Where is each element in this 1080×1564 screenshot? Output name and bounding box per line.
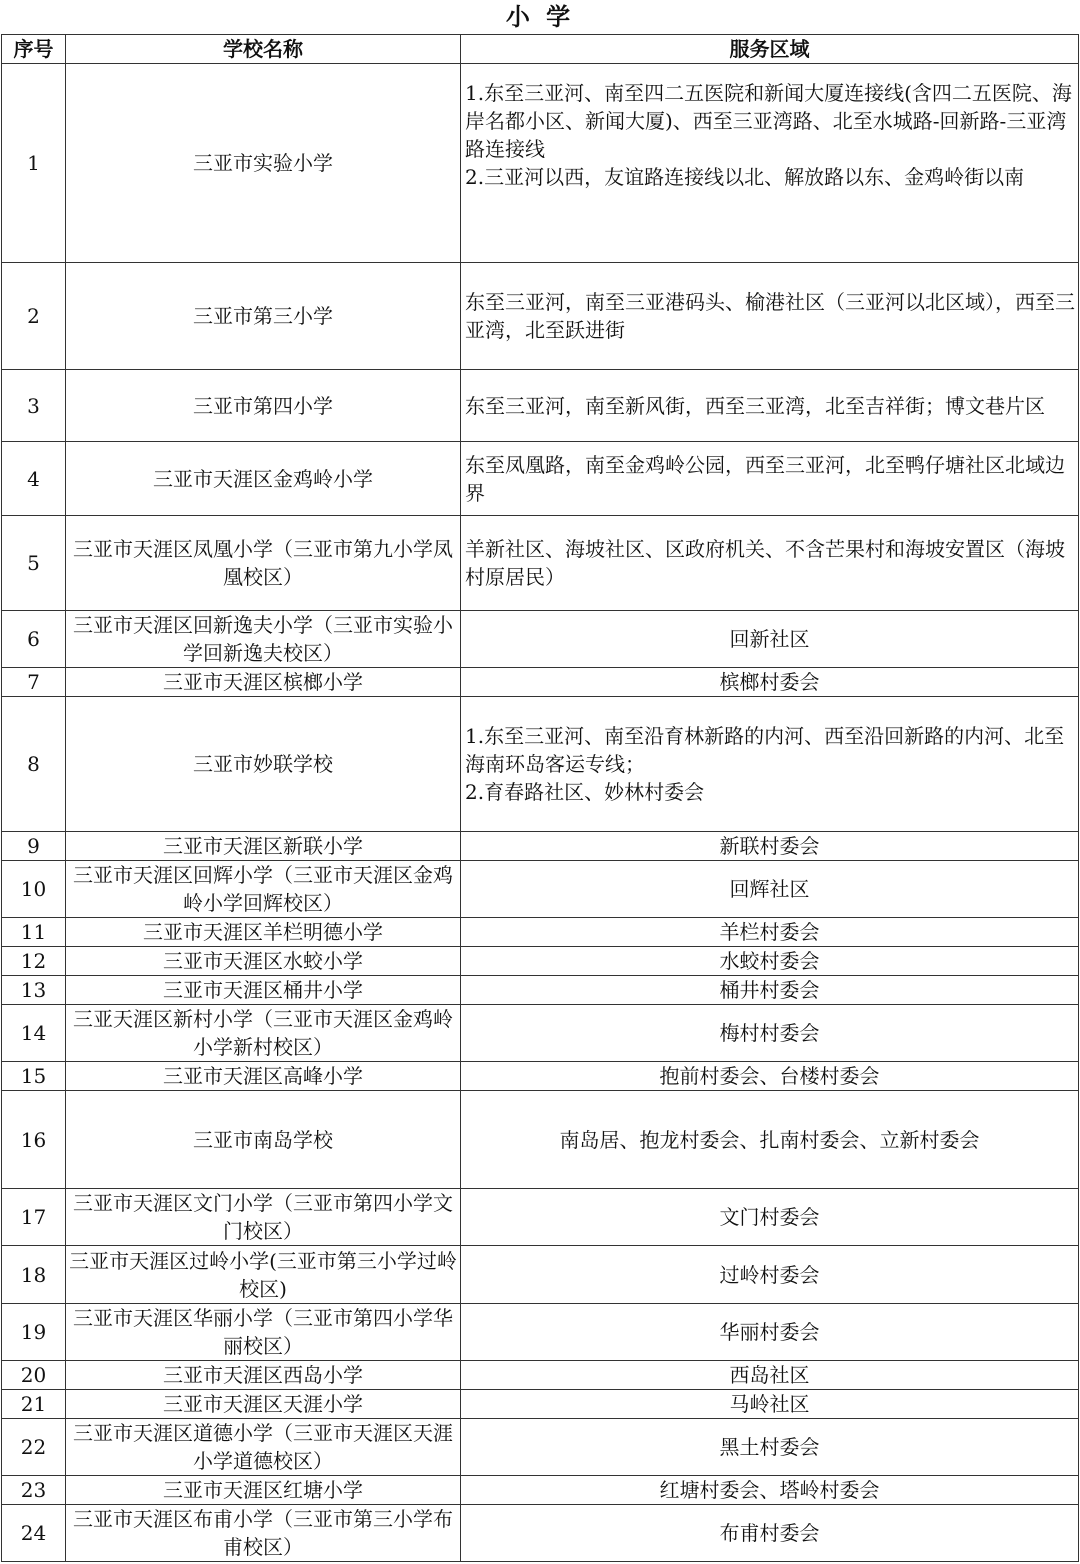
school-name: 三亚市天涯区羊栏明德小学 — [66, 918, 461, 947]
service-area-line: 回辉社区 — [729, 877, 810, 901]
service-area-line: 过岭村委会 — [719, 1262, 820, 1287]
header-num: 序号 — [2, 35, 66, 64]
service-area-line: 布甫村委会 — [719, 1521, 820, 1545]
service-area — [461, 442, 1079, 516]
row-number: 3 — [2, 370, 66, 442]
school-name: 三亚市天涯区桶井小学 — [66, 976, 461, 1005]
service-area — [461, 832, 1079, 861]
table-row — [2, 1091, 1079, 1189]
table-row — [2, 1361, 1079, 1390]
table-row — [2, 1062, 1079, 1091]
school-name: 三亚天涯区新村小学（三亚市天涯区金鸡岭小学新村校区） — [66, 1005, 461, 1062]
school-name: 三亚市第三小学 — [66, 263, 461, 370]
school-name: 三亚市天涯区回新逸夫小学（三亚市实验小学回新逸夫校区） — [66, 611, 461, 668]
school-name: 三亚市天涯区金鸡岭小学 — [66, 442, 461, 516]
service-area — [461, 1419, 1079, 1476]
row-number: 1 — [2, 64, 66, 263]
service-area — [461, 1361, 1079, 1390]
service-area — [461, 1062, 1079, 1091]
service-area-line: 文门村委会 — [719, 1205, 820, 1229]
table-row — [2, 611, 1079, 668]
service-area-line: 水蛟村委会 — [719, 949, 820, 973]
school-name: 三亚市天涯区槟榔小学 — [66, 668, 461, 697]
table-row — [2, 861, 1079, 918]
service-area — [461, 918, 1079, 947]
table-row — [2, 1189, 1079, 1246]
row-number: 8 — [2, 697, 66, 832]
service-area — [461, 1390, 1079, 1419]
service-area — [461, 1476, 1079, 1505]
table-row — [2, 1005, 1079, 1062]
service-area-line: 东至三亚河，南至新风街，西至三亚湾，北至吉祥街；博文巷片区 — [465, 393, 1045, 418]
row-number: 11 — [2, 918, 66, 947]
table-row — [2, 947, 1079, 976]
table-row — [2, 1246, 1079, 1304]
school-name: 三亚市南岛学校 — [66, 1091, 461, 1189]
row-number: 15 — [2, 1062, 66, 1091]
table-row — [2, 1304, 1079, 1361]
service-area-line: 2.三亚河以西，友谊路连接线以北、解放路以东、金鸡岭街以南 — [465, 165, 1025, 189]
row-number: 17 — [2, 1189, 66, 1246]
row-number: 24 — [2, 1505, 66, 1562]
header-area: 服务区域 — [461, 35, 1079, 64]
table-header-row — [2, 35, 1079, 64]
service-area-line: 槟榔村委会 — [719, 670, 820, 694]
row-number: 2 — [2, 263, 66, 370]
school-name: 三亚市天涯区华丽小学（三亚市第四小学华丽校区） — [66, 1304, 461, 1361]
service-area — [461, 1304, 1079, 1361]
service-area — [461, 668, 1079, 697]
service-area-line: 东至三亚河，南至三亚港码头、榆港社区（三亚河以北区域），西至三亚湾，北至跃进街 — [465, 290, 1075, 342]
service-area-line: 回新社区 — [729, 627, 810, 651]
service-area-line: 红塘村委会、塔岭村委会 — [659, 1478, 880, 1502]
service-area-line: 华丽村委会 — [719, 1320, 820, 1344]
school-name: 三亚市天涯区新联小学 — [66, 832, 461, 861]
school-name: 三亚市第四小学 — [66, 370, 461, 442]
school-name: 三亚市天涯区高峰小学 — [66, 1062, 461, 1091]
row-number: 5 — [2, 516, 66, 611]
service-area-line: 羊栏村委会 — [719, 920, 820, 944]
service-area-line: 新联村委会 — [719, 834, 820, 858]
service-area — [461, 697, 1079, 832]
row-number: 7 — [2, 668, 66, 697]
service-area-line: 抱前村委会、台楼村委会 — [659, 1064, 880, 1088]
service-area — [461, 1246, 1079, 1304]
table-row — [2, 918, 1079, 947]
row-number: 16 — [2, 1091, 66, 1189]
service-area-line: 黑土村委会 — [719, 1435, 820, 1459]
service-area — [461, 976, 1079, 1005]
row-number: 21 — [2, 1390, 66, 1419]
service-area-line: 马岭社区 — [729, 1392, 810, 1416]
service-area-line: 1.东至三亚河、南至四二五医院和新闻大厦连接线(含四二五医院、海岸名都小区、新闻大厦)、西至三亚湾路、北至水城路-回新路-三亚湾路连接线 — [465, 81, 1072, 161]
service-area-line: 羊新社区、海坡社区、区政府机关、不含芒果村和海坡安置区（海坡村原居民） — [465, 537, 1065, 589]
row-number: 20 — [2, 1361, 66, 1390]
row-number: 14 — [2, 1005, 66, 1062]
school-name: 三亚市天涯区水蛟小学 — [66, 947, 461, 976]
page-title: 小 学 — [505, 3, 575, 31]
school-name: 三亚市实验小学 — [66, 64, 461, 263]
service-area-line: 西岛社区 — [729, 1363, 810, 1387]
table-row — [2, 263, 1079, 370]
school-name: 三亚市天涯区红塘小学 — [66, 1476, 461, 1505]
header-school: 学校名称 — [66, 35, 461, 64]
service-area-line: 东至凤凰路，南至金鸡岭公园，西至三亚河，北至鸭仔塘社区北域边界 — [465, 452, 1065, 505]
service-area-line: 梅村村委会 — [719, 1021, 820, 1045]
service-area — [461, 947, 1079, 976]
service-area — [461, 1505, 1079, 1562]
service-area — [461, 1091, 1079, 1189]
school-name: 三亚市天涯区道德小学（三亚市天涯区天涯小学道德校区） — [66, 1419, 461, 1476]
row-number: 4 — [2, 442, 66, 516]
row-number: 19 — [2, 1304, 66, 1361]
table-row — [2, 668, 1079, 697]
table-row — [2, 442, 1079, 516]
table-row — [2, 516, 1079, 611]
school-name: 三亚市天涯区文门小学（三亚市第四小学文门校区） — [66, 1189, 461, 1246]
table-row — [2, 1476, 1079, 1505]
table-row — [2, 370, 1079, 442]
row-number: 23 — [2, 1476, 66, 1505]
row-number: 12 — [2, 947, 66, 976]
row-number: 6 — [2, 611, 66, 668]
service-area — [461, 1005, 1079, 1062]
row-number: 18 — [2, 1246, 66, 1304]
service-area-line: 2.育春路社区、妙林村委会 — [465, 780, 705, 804]
service-area-line: 桶井村委会 — [719, 978, 820, 1002]
table-body — [2, 64, 1079, 1562]
service-area — [461, 861, 1079, 918]
service-area-line: 1.东至三亚河、南至沿育林新路的内河、西至沿回新路的内河、北至海南环岛客运专线； — [465, 724, 1065, 776]
service-area — [461, 611, 1079, 668]
table-row — [2, 1505, 1079, 1562]
school-name: 三亚市天涯区凤凰小学（三亚市第九小学凤凰校区） — [66, 516, 461, 611]
table-row — [2, 697, 1079, 832]
school-name: 三亚市天涯区天涯小学 — [66, 1390, 461, 1419]
table-row — [2, 832, 1079, 861]
table-row — [2, 1419, 1079, 1476]
school-name: 三亚市天涯区西岛小学 — [66, 1361, 461, 1390]
service-area — [461, 370, 1079, 442]
row-number: 9 — [2, 832, 66, 861]
table-row — [2, 64, 1079, 263]
service-area — [461, 516, 1079, 611]
service-area — [461, 263, 1079, 370]
row-number: 13 — [2, 976, 66, 1005]
school-name: 三亚市天涯区回辉小学（三亚市天涯区金鸡岭小学回辉校区） — [66, 861, 461, 918]
table-row — [2, 1390, 1079, 1419]
service-area — [461, 64, 1079, 263]
table-row — [2, 976, 1079, 1005]
school-name: 三亚市天涯区过岭小学(三亚市第三小学过岭校区) — [66, 1246, 461, 1304]
row-number: 10 — [2, 861, 66, 918]
service-area — [461, 1189, 1079, 1246]
school-name: 三亚市妙联学校 — [66, 697, 461, 832]
service-area-line: 南岛居、抱龙村委会、扎南村委会、立新村委会 — [559, 1127, 980, 1152]
school-service-area-table — [1, 34, 1079, 1562]
row-number: 22 — [2, 1419, 66, 1476]
school-name: 三亚市天涯区布甫小学（三亚市第三小学布甫校区） — [66, 1505, 461, 1562]
